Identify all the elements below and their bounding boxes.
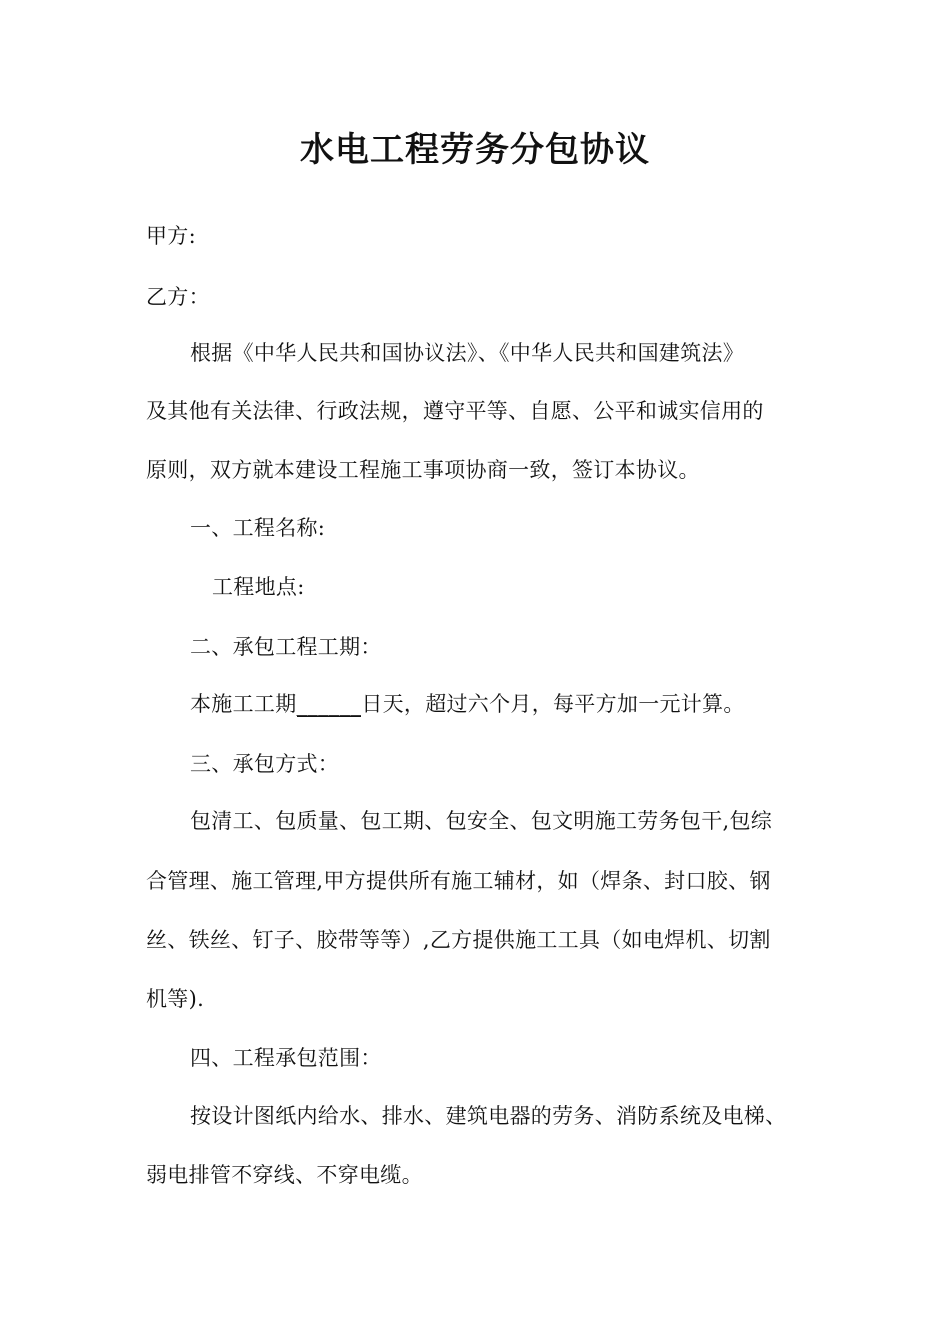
section-3-line-1: 包清工、包质量、包工期、包安全、包文明施工劳务包干,包综 <box>190 809 773 833</box>
document-title: 水电工程劳务分包协议 <box>300 130 650 170</box>
party-b-label: 乙方： <box>146 285 210 309</box>
section-1-heading: 一、工程名称: <box>190 516 326 540</box>
section-2-heading: 二、承包工程工期： <box>190 635 382 659</box>
project-location-label: 工程地点: <box>212 575 305 599</box>
period-text-before: 本施工工期 <box>190 692 297 716</box>
period-text-after: 日天，超过六个月，每平方加一元计算。 <box>361 692 745 716</box>
section-4-heading: 四、工程承包范围： <box>190 1046 382 1070</box>
period-blank: ______ <box>296 692 362 716</box>
party-a-label: 甲方: <box>146 224 196 248</box>
intro-line-3: 原则，双方就本建设工程施工事项协商一致，签订本协议。 <box>146 458 700 482</box>
section-4-line-2: 弱电排管不穿线、不穿电缆。 <box>146 1163 423 1187</box>
section-3-line-2: 合管理、施工管理,甲方提供所有施工辅材，如（焊条、封口胶、钢 <box>146 869 771 893</box>
section-4-line-1: 按设计图纸内给水、排水、建筑电器的劳务、消防系统及电梯、 <box>190 1104 787 1128</box>
section-3-line-3: 丝、铁丝、钉子、胶带等等）,乙方提供施工工具（如电焊机、切割 <box>146 928 771 952</box>
intro-line-2: 及其他有关法律、行政法规，遵守平等、自愿、公平和诚实信用的 <box>146 399 764 423</box>
intro-line-1: 根据《中华人民共和国协议法》、《中华人民共和国建筑法》 <box>190 341 745 365</box>
section-3-line-4: 机等). <box>146 987 205 1011</box>
construction-period-line <box>190 689 836 719</box>
section-3-heading: 三、承包方式： <box>190 752 340 776</box>
